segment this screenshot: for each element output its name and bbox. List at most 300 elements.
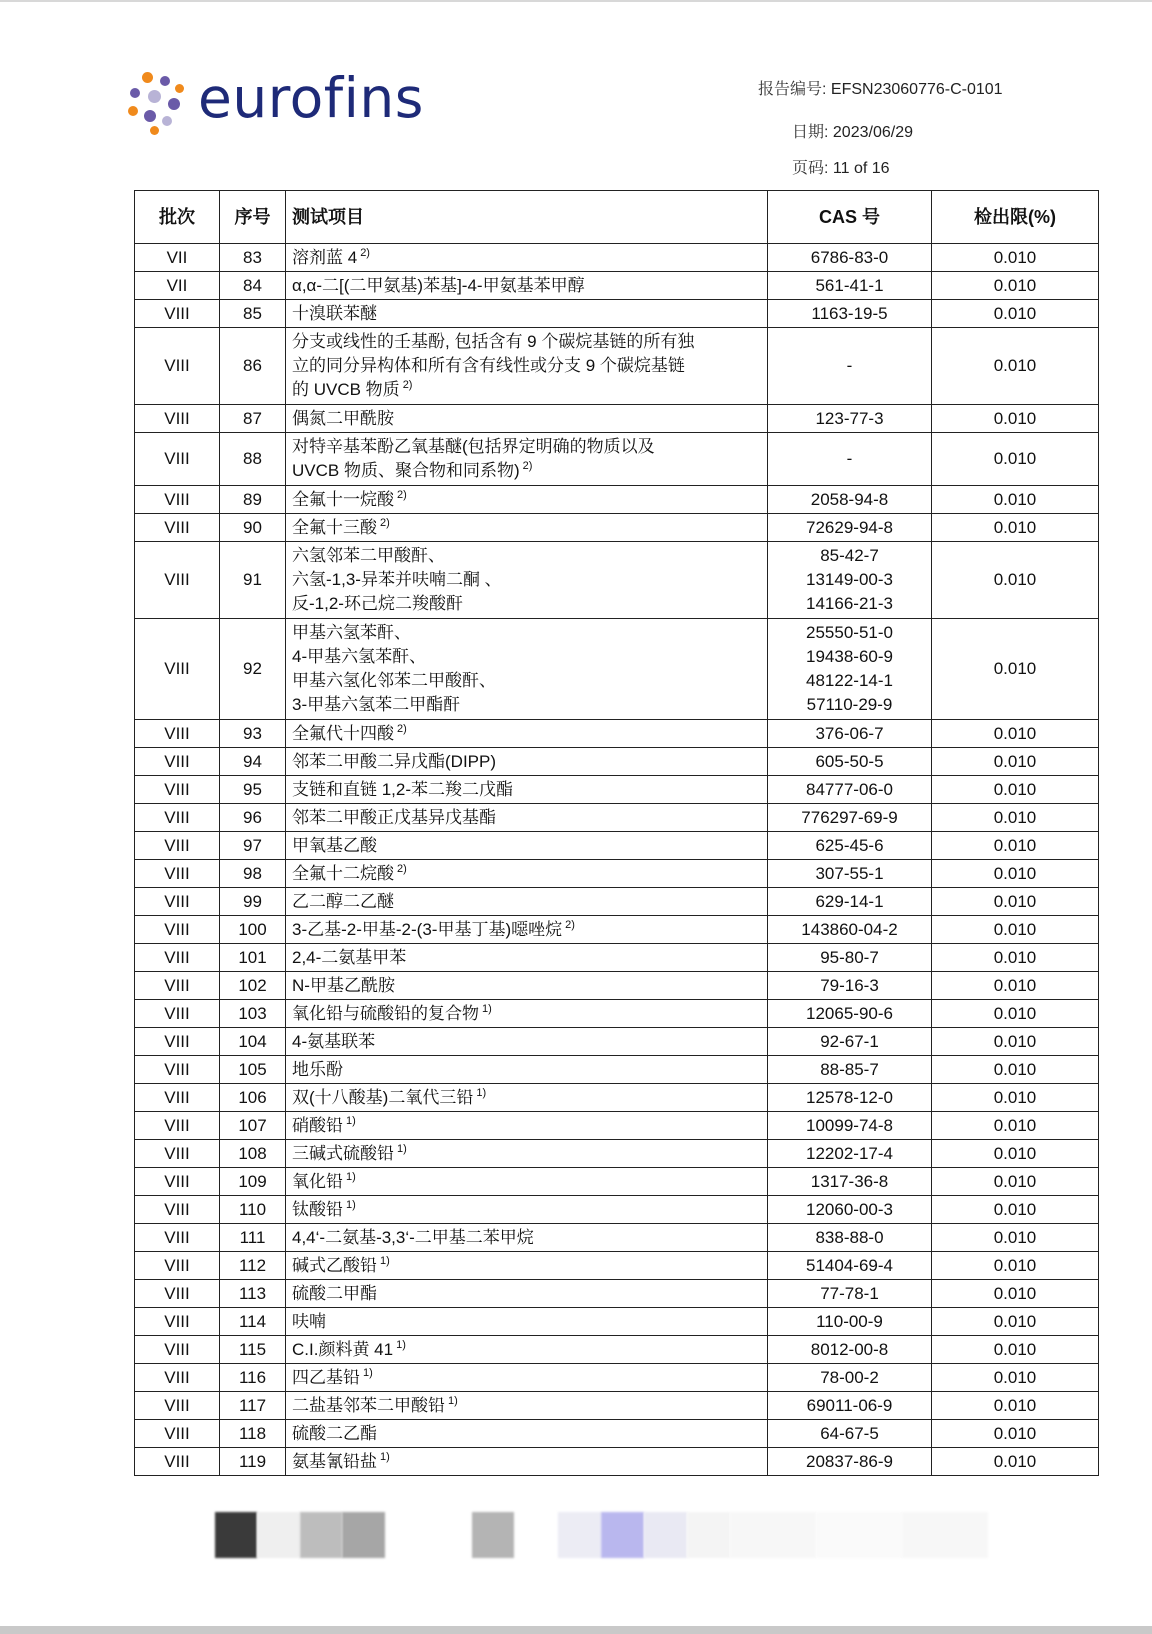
cell-detection-limit-text: 0.010	[993, 723, 1037, 743]
cell-batch	[135, 776, 220, 804]
cell-number-text: 88	[243, 449, 262, 468]
table-row	[135, 804, 1099, 832]
cell-test-item	[286, 1364, 768, 1392]
cell-detection-limit	[932, 405, 1099, 433]
cell-batch	[135, 888, 220, 916]
cell-detection-limit	[932, 1392, 1099, 1420]
footnote-marker: 2)	[397, 722, 407, 735]
cell-cas	[768, 1168, 932, 1196]
cell-detection-limit-text: 0.010	[993, 1171, 1037, 1191]
cell-cas	[768, 328, 932, 405]
cell-number	[220, 860, 286, 888]
table-row	[135, 832, 1099, 860]
report-number	[758, 76, 1003, 99]
cell-cas	[768, 1280, 932, 1308]
table-row	[135, 433, 1099, 486]
cell-test-item	[286, 328, 768, 405]
cell-number	[220, 1364, 286, 1392]
cell-test-item	[286, 405, 768, 433]
cell-detection-limit-text: 0.010	[993, 947, 1037, 967]
table-row	[135, 944, 1099, 972]
cell-test-item	[286, 888, 768, 916]
cell-batch-text: VIII	[164, 1031, 190, 1051]
cell-cas	[768, 300, 932, 328]
cell-number-text: 112	[238, 1255, 267, 1275]
cell-batch-text: VIII	[164, 570, 190, 589]
cell-batch-text: VIII	[164, 1451, 190, 1471]
cell-test-item-text: 六氢邻苯二甲酸酐、 六氢-1,3-异苯并呋喃二酮 、 反-1,2-环己烷二羧酸酐	[292, 546, 502, 613]
footnote-marker: 2)	[397, 488, 407, 501]
cell-test-item	[286, 244, 768, 272]
cell-number-text: 100	[238, 919, 267, 939]
cell-test-item	[286, 619, 768, 720]
cell-detection-limit	[932, 1112, 1099, 1140]
cell-number	[220, 944, 286, 972]
cell-cas-text: 838-88-0	[815, 1227, 884, 1247]
cell-batch	[135, 972, 220, 1000]
cell-cas	[768, 888, 932, 916]
cell-detection-limit-text: 0.010	[993, 489, 1037, 509]
cell-test-item	[286, 1056, 768, 1084]
table-row	[135, 542, 1099, 619]
footnote-marker: 1)	[380, 1450, 390, 1463]
footnote-marker: 2)	[397, 862, 407, 875]
cell-test-item	[286, 1112, 768, 1140]
cell-detection-limit-text: 0.010	[993, 975, 1037, 995]
cell-cas-text: 143860-04-2	[801, 919, 898, 939]
cell-batch-text: VIII	[164, 1339, 190, 1359]
cell-number	[220, 244, 286, 272]
cell-batch	[135, 1364, 220, 1392]
cell-detection-limit	[932, 1252, 1099, 1280]
cell-detection-limit-text: 0.010	[993, 275, 1037, 295]
table-row	[135, 776, 1099, 804]
cell-detection-limit	[932, 542, 1099, 619]
obscured-footer-strip	[170, 1512, 1030, 1558]
table-row	[135, 860, 1099, 888]
cell-cas-text: 2058-94-8	[810, 489, 889, 509]
cell-test-item-text: 碱式乙酸铅	[292, 1255, 377, 1275]
cell-cas	[768, 514, 932, 542]
table-row	[135, 1196, 1099, 1224]
cell-batch	[135, 1224, 220, 1252]
cell-number-text: 92	[243, 659, 262, 678]
cell-number-text: 117	[238, 1395, 267, 1415]
cell-cas-text: 6786-83-0	[810, 247, 889, 267]
cell-detection-limit-text: 0.010	[993, 303, 1037, 323]
cell-batch	[135, 1084, 220, 1112]
cell-number	[220, 1224, 286, 1252]
table-row	[135, 1168, 1099, 1196]
cell-detection-limit-text: 0.010	[993, 1003, 1037, 1023]
table-row	[135, 486, 1099, 514]
cell-batch	[135, 619, 220, 720]
table-row	[135, 244, 1099, 272]
cell-test-item-text: 十溴联苯醚	[292, 303, 377, 323]
cell-test-item	[286, 1000, 768, 1028]
cell-test-item	[286, 1420, 768, 1448]
cell-cas	[768, 1336, 932, 1364]
cell-test-item-text: C.I.颜料黄 41	[292, 1339, 394, 1359]
cell-number-text: 96	[243, 807, 262, 827]
cell-batch	[135, 1056, 220, 1084]
cell-batch	[135, 1112, 220, 1140]
cell-detection-limit-text: 0.010	[993, 1395, 1037, 1415]
cell-number	[220, 1392, 286, 1420]
footnote-marker: 1)	[346, 1198, 356, 1211]
cell-batch-text: VII	[166, 247, 188, 267]
cell-test-item	[286, 1336, 768, 1364]
cell-cas-text: 12202-17-4	[806, 1143, 893, 1163]
cell-batch-text: VIII	[164, 1227, 190, 1247]
cell-detection-limit	[932, 1028, 1099, 1056]
cell-batch	[135, 944, 220, 972]
cell-cas-text: 79-16-3	[820, 975, 879, 995]
cell-detection-limit	[932, 1420, 1099, 1448]
cell-cas-text: -	[846, 449, 853, 468]
cell-cas-text: 77-78-1	[820, 1283, 879, 1303]
cell-number	[220, 619, 286, 720]
table-row	[135, 1420, 1099, 1448]
cell-cas-text: 72629-94-8	[806, 517, 893, 537]
cell-detection-limit-text: 0.010	[993, 1339, 1037, 1359]
cell-test-item-text: 甲氧基乙酸	[292, 835, 377, 855]
cell-test-item	[286, 916, 768, 944]
cell-cas-text: 307-55-1	[815, 863, 884, 883]
cell-number	[220, 486, 286, 514]
cell-batch-text: VII	[166, 275, 188, 295]
cell-number	[220, 272, 286, 300]
cell-cas-text: 12578-12-0	[806, 1087, 893, 1107]
cell-cas-text: 123-77-3	[815, 408, 884, 428]
cell-test-item-text: 呋喃	[292, 1311, 326, 1331]
cell-cas	[768, 486, 932, 514]
table-row	[135, 514, 1099, 542]
cell-cas	[768, 244, 932, 272]
footnote-marker: 2)	[522, 460, 533, 473]
cell-cas	[768, 720, 932, 748]
cell-test-item-text: 3-乙基-2-甲基-2-(3-甲基丁基)噁唑烷	[292, 919, 563, 939]
cell-number	[220, 1420, 286, 1448]
logo-dots-icon	[128, 72, 190, 134]
cell-number-text: 103	[238, 1003, 267, 1023]
table-row	[135, 1252, 1099, 1280]
cell-batch	[135, 328, 220, 405]
cell-batch-text: VIII	[164, 779, 190, 799]
cell-cas	[768, 405, 932, 433]
cell-detection-limit-text: 0.010	[993, 247, 1037, 267]
cell-detection-limit	[932, 514, 1099, 542]
cell-batch	[135, 1168, 220, 1196]
footnote-marker: 2)	[402, 379, 413, 392]
table-row	[135, 720, 1099, 748]
cell-detection-limit	[932, 832, 1099, 860]
table-row	[135, 300, 1099, 328]
cell-test-item	[286, 514, 768, 542]
table-row	[135, 1084, 1099, 1112]
cell-test-item-text: 偶氮二甲酰胺	[292, 408, 394, 428]
cell-batch-text: VIII	[164, 919, 190, 939]
cell-cas-text: 64-67-5	[820, 1423, 879, 1443]
cell-test-item-text: 硫酸二甲酯	[292, 1283, 377, 1303]
cell-detection-limit-text: 0.010	[993, 1143, 1037, 1163]
cell-cas	[768, 860, 932, 888]
cell-detection-limit	[932, 300, 1099, 328]
cell-test-item-text: N-甲基乙酰胺	[292, 975, 395, 995]
cell-cas	[768, 1084, 932, 1112]
cell-cas-text: -	[846, 356, 853, 375]
cell-test-item-text: 2,4-二氨基甲苯	[292, 947, 407, 967]
cell-test-item	[286, 1168, 768, 1196]
table-row	[135, 1280, 1099, 1308]
cell-test-item	[286, 804, 768, 832]
cell-cas	[768, 804, 932, 832]
cell-batch	[135, 542, 220, 619]
cell-detection-limit	[932, 804, 1099, 832]
col-header-number: 序号	[220, 191, 286, 244]
cell-cas	[768, 832, 932, 860]
cell-cas-text: 561-41-1	[815, 275, 884, 295]
cell-detection-limit	[932, 1056, 1099, 1084]
cell-detection-limit-text: 0.010	[993, 1087, 1037, 1107]
cell-batch-text: VIII	[164, 1199, 190, 1219]
cell-number-text: 116	[238, 1367, 267, 1387]
cell-batch-text: VIII	[164, 863, 190, 883]
cell-batch-text: VIII	[164, 408, 190, 428]
cell-test-item	[286, 1084, 768, 1112]
cell-number-text: 90	[243, 517, 262, 537]
report-date-label: 日期:	[792, 124, 829, 141]
cell-number	[220, 1028, 286, 1056]
table-row	[135, 619, 1099, 720]
cell-number-text: 95	[243, 779, 262, 799]
cell-number	[220, 542, 286, 619]
cell-number-text: 113	[238, 1283, 267, 1303]
cell-detection-limit-text: 0.010	[993, 1423, 1037, 1443]
footnote-marker: 1)	[476, 1086, 487, 1099]
cell-test-item	[286, 1252, 768, 1280]
cell-batch	[135, 405, 220, 433]
page-top-edge	[0, 0, 1152, 2]
cell-cas-text: 85-42-7 13149-00-3 14166-21-3	[806, 546, 893, 613]
cell-batch	[135, 832, 220, 860]
page-number-label: 页码:	[792, 160, 829, 177]
col-header-test-item: 测试项目	[286, 191, 768, 244]
cell-detection-limit	[932, 1196, 1099, 1224]
report-number-value: EFSN23060776-C-0101	[830, 81, 1003, 98]
cell-cas	[768, 972, 932, 1000]
cell-cas-text: 1163-19-5	[811, 303, 888, 323]
cell-number	[220, 1280, 286, 1308]
cell-number	[220, 328, 286, 405]
cell-test-item-text: 全氟代十四酸	[292, 723, 394, 743]
cell-number-text: 110	[238, 1199, 267, 1219]
cell-number	[220, 916, 286, 944]
cell-cas	[768, 1196, 932, 1224]
cell-test-item	[286, 272, 768, 300]
cell-cas-text: 1317-36-8	[810, 1171, 889, 1191]
col-header-detection-limit: 检出限(%)	[932, 191, 1099, 244]
cell-detection-limit	[932, 776, 1099, 804]
cell-detection-limit	[932, 1140, 1099, 1168]
cell-detection-limit-text: 0.010	[993, 835, 1037, 855]
cell-cas	[768, 1056, 932, 1084]
cell-cas-text: 776297-69-9	[801, 807, 898, 827]
cell-batch-text: VIII	[164, 659, 190, 678]
cell-cas-text: 12065-90-6	[806, 1003, 893, 1023]
cell-test-item	[286, 776, 768, 804]
cell-batch	[135, 1336, 220, 1364]
cell-number-text: 104	[238, 1031, 267, 1051]
cell-detection-limit-text: 0.010	[993, 863, 1037, 883]
cell-cas-text: 10099-74-8	[806, 1115, 893, 1135]
cell-cas	[768, 748, 932, 776]
cell-batch-text: VIII	[164, 975, 190, 995]
cell-number	[220, 1336, 286, 1364]
footnote-marker: 1)	[380, 1254, 390, 1267]
cell-detection-limit-text: 0.010	[993, 751, 1037, 771]
cell-number-text: 85	[243, 303, 262, 323]
table-row	[135, 1364, 1099, 1392]
cell-detection-limit	[932, 1308, 1099, 1336]
cell-test-item	[286, 1448, 768, 1476]
cell-detection-limit	[932, 1000, 1099, 1028]
cell-batch-text: VIII	[164, 947, 190, 967]
cell-cas	[768, 1140, 932, 1168]
table-body	[135, 244, 1099, 1476]
cell-test-item-text: 氧化铅与硫酸铅的复合物	[292, 1003, 479, 1023]
cell-detection-limit	[932, 748, 1099, 776]
cell-detection-limit	[932, 972, 1099, 1000]
cell-test-item-text: 分支或线性的壬基酚, 包括含有 9 个碳烷基链的所有独 立的同分异构体和所有含有线性或分支 9 个碳烷基链 的 UVCB 物质	[292, 332, 695, 399]
footnote-marker: 2)	[380, 516, 390, 529]
logo-wordmark: eurofins	[198, 66, 424, 130]
cell-detection-limit	[932, 328, 1099, 405]
cell-batch-text: VIII	[164, 1311, 190, 1331]
table-row	[135, 972, 1099, 1000]
cell-batch-text: VIII	[164, 449, 190, 468]
table-row	[135, 1140, 1099, 1168]
cell-test-item-text: 钛酸铅	[292, 1199, 343, 1219]
cell-test-item	[286, 860, 768, 888]
cell-cas	[768, 776, 932, 804]
cell-number	[220, 804, 286, 832]
cell-test-item-text: 二盐基邻苯二甲酸铅	[292, 1395, 445, 1415]
cell-detection-limit	[932, 944, 1099, 972]
cell-test-item-text: 氨基氰铅盐	[292, 1451, 377, 1471]
footnote-marker: 1)	[397, 1142, 407, 1155]
cell-number	[220, 1448, 286, 1476]
cell-test-item-text: 支链和直链 1,2-苯二羧二戊酯	[292, 779, 514, 799]
cell-number-text: 87	[243, 408, 262, 428]
table-row	[135, 1336, 1099, 1364]
cell-detection-limit	[932, 619, 1099, 720]
cell-detection-limit	[932, 1280, 1099, 1308]
cell-detection-limit	[932, 433, 1099, 486]
cell-number	[220, 776, 286, 804]
table-row	[135, 1224, 1099, 1252]
cell-batch	[135, 1140, 220, 1168]
cell-number-text: 89	[243, 489, 262, 509]
cell-batch-text: VIII	[164, 1423, 190, 1443]
cell-detection-limit	[932, 1364, 1099, 1392]
cell-number	[220, 433, 286, 486]
footnote-marker: 1)	[482, 1002, 492, 1015]
cell-batch-text: VIII	[164, 723, 190, 743]
cell-batch	[135, 1196, 220, 1224]
footnote-marker: 1)	[448, 1394, 458, 1407]
cell-test-item-text: 乙二醇二乙醚	[292, 891, 394, 911]
cell-number	[220, 1000, 286, 1028]
cell-cas-text: 20837-86-9	[806, 1451, 893, 1471]
cell-number	[220, 1140, 286, 1168]
cell-cas-text: 12060-00-3	[806, 1199, 893, 1219]
cell-batch-text: VIII	[164, 1115, 190, 1135]
cell-detection-limit	[932, 272, 1099, 300]
cell-batch	[135, 514, 220, 542]
cell-detection-limit-text: 0.010	[993, 570, 1037, 589]
cell-number-text: 108	[238, 1143, 267, 1163]
cell-number-text: 106	[238, 1087, 267, 1107]
cell-number-text: 119	[238, 1451, 267, 1471]
table-row	[135, 1308, 1099, 1336]
table-row	[135, 1028, 1099, 1056]
cell-test-item	[286, 486, 768, 514]
cell-detection-limit	[932, 244, 1099, 272]
footnote-marker: 2)	[565, 918, 575, 931]
cell-cas-text: 95-80-7	[820, 947, 879, 967]
cell-number	[220, 1308, 286, 1336]
cell-test-item-text: 4,4‘-二氨基-3,3‘-二甲基二苯甲烷	[292, 1227, 534, 1247]
table-row	[135, 1392, 1099, 1420]
cell-cas-text: 110-00-9	[816, 1311, 883, 1331]
cell-test-item	[286, 1196, 768, 1224]
cell-test-item-text: 溶剂蓝 4	[292, 247, 358, 267]
cell-test-item	[286, 720, 768, 748]
cell-test-item	[286, 1280, 768, 1308]
table-row	[135, 888, 1099, 916]
cell-batch-text: VIII	[164, 1059, 190, 1079]
cell-number-text: 83	[243, 247, 262, 267]
cell-detection-limit	[932, 1084, 1099, 1112]
cell-cas	[768, 272, 932, 300]
cell-batch-text: VIII	[164, 517, 190, 537]
cell-cas-text: 605-50-5	[815, 751, 884, 771]
cell-number-text: 109	[238, 1171, 267, 1191]
cell-cas-text: 69011-06-9	[806, 1395, 893, 1415]
cell-number	[220, 1084, 286, 1112]
cell-number-text: 93	[243, 723, 262, 743]
cell-number-text: 102	[238, 975, 267, 995]
cell-detection-limit	[932, 916, 1099, 944]
footnote-marker: 1)	[363, 1366, 373, 1379]
cell-detection-limit-text: 0.010	[993, 1283, 1037, 1303]
cell-batch	[135, 1448, 220, 1476]
footnote-marker: 1)	[346, 1170, 356, 1183]
cell-batch	[135, 1392, 220, 1420]
cell-cas-text: 92-67-1	[820, 1031, 879, 1051]
footnote-marker: 1)	[396, 1338, 406, 1351]
cell-cas	[768, 944, 932, 972]
cell-batch	[135, 1252, 220, 1280]
cell-batch-text: VIII	[164, 1283, 190, 1303]
cell-cas	[768, 1000, 932, 1028]
cell-detection-limit	[932, 1448, 1099, 1476]
cell-batch-text: VIII	[164, 891, 190, 911]
cell-cas-text: 84777-06-0	[806, 779, 893, 799]
cell-cas-text: 8012-00-8	[810, 1339, 889, 1359]
cell-number	[220, 1056, 286, 1084]
